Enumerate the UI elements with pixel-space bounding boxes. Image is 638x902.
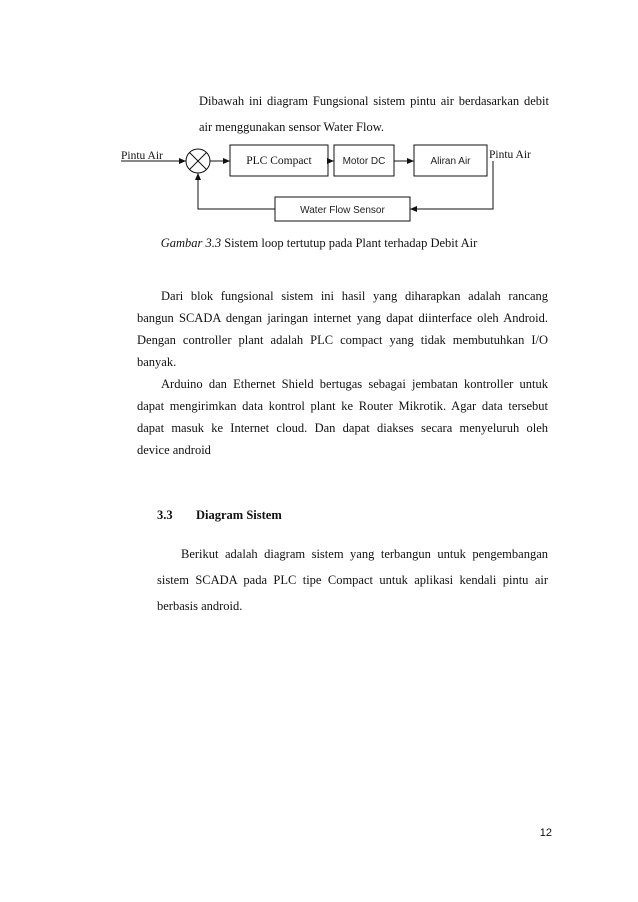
- paragraph-2: [137, 373, 548, 461]
- para3-line: sistem SCADA pada PLC tipe Compact untuk aplikasi kendali pintu air: [157, 573, 548, 587]
- intro-line-1: Dibawah ini diagram Fungsional sistem pintu air berdasarkan debit: [199, 94, 549, 108]
- diagram-input-label: Pintu Air: [121, 150, 163, 162]
- para3-line: berbasis android.: [157, 599, 243, 613]
- water-flow-sensor-label: Water Flow Sensor: [300, 205, 385, 216]
- section-number: 3.3: [157, 508, 173, 522]
- figure-caption-text: Sistem loop tertutup pada Plant terhadap Debit Air: [221, 236, 478, 250]
- page-number: 12: [539, 827, 552, 839]
- motor-dc-label: Motor DC: [342, 156, 386, 167]
- block-diagram: [0, 0, 638, 240]
- para2-line: Arduino dan Ethernet Shield bertugas sebagai jembatan kontroller untuk: [161, 377, 548, 391]
- paragraph-1: [137, 285, 548, 373]
- para2-line: dapat masuk ke Internet cloud. Dan dapat diakses secara menyeluruh oleh: [137, 421, 548, 435]
- plc-compact-label: PLC Compact: [246, 155, 312, 167]
- aliran-air-label: Aliran Air: [430, 156, 471, 167]
- para2-line: device android: [137, 443, 211, 457]
- para1-line: banyak.: [137, 355, 177, 369]
- diagram-output-label: Pintu Air: [489, 149, 531, 161]
- intro-line-2: air menggunakan sensor Water Flow.: [199, 120, 385, 134]
- para3-line: Berikut adalah diagram sistem yang terbangun untuk pengembangan: [181, 547, 548, 561]
- summing-junction: [186, 149, 210, 173]
- para1-line: Dengan controller plant adalah PLC compact yang tidak membutuhkan I/O: [137, 333, 548, 347]
- feedback-path-out: [198, 173, 275, 209]
- figure-number: Gambar 3.3: [160, 236, 222, 250]
- para1-line: bangun SCADA dengan jaringan internet yang dapat diinterface oleh Android.: [137, 311, 548, 325]
- para2-line: dapat mengirimkan data kontrol plant ke Router Mikrotik. Agar data tersebut: [137, 399, 548, 413]
- paragraph-3: [157, 541, 548, 619]
- section-title: Diagram Sistem: [196, 508, 282, 522]
- para1-line: Dari blok fungsional sistem ini hasil yang diharapkan adalah rancang: [161, 289, 548, 303]
- figure-caption: [0, 236, 638, 251]
